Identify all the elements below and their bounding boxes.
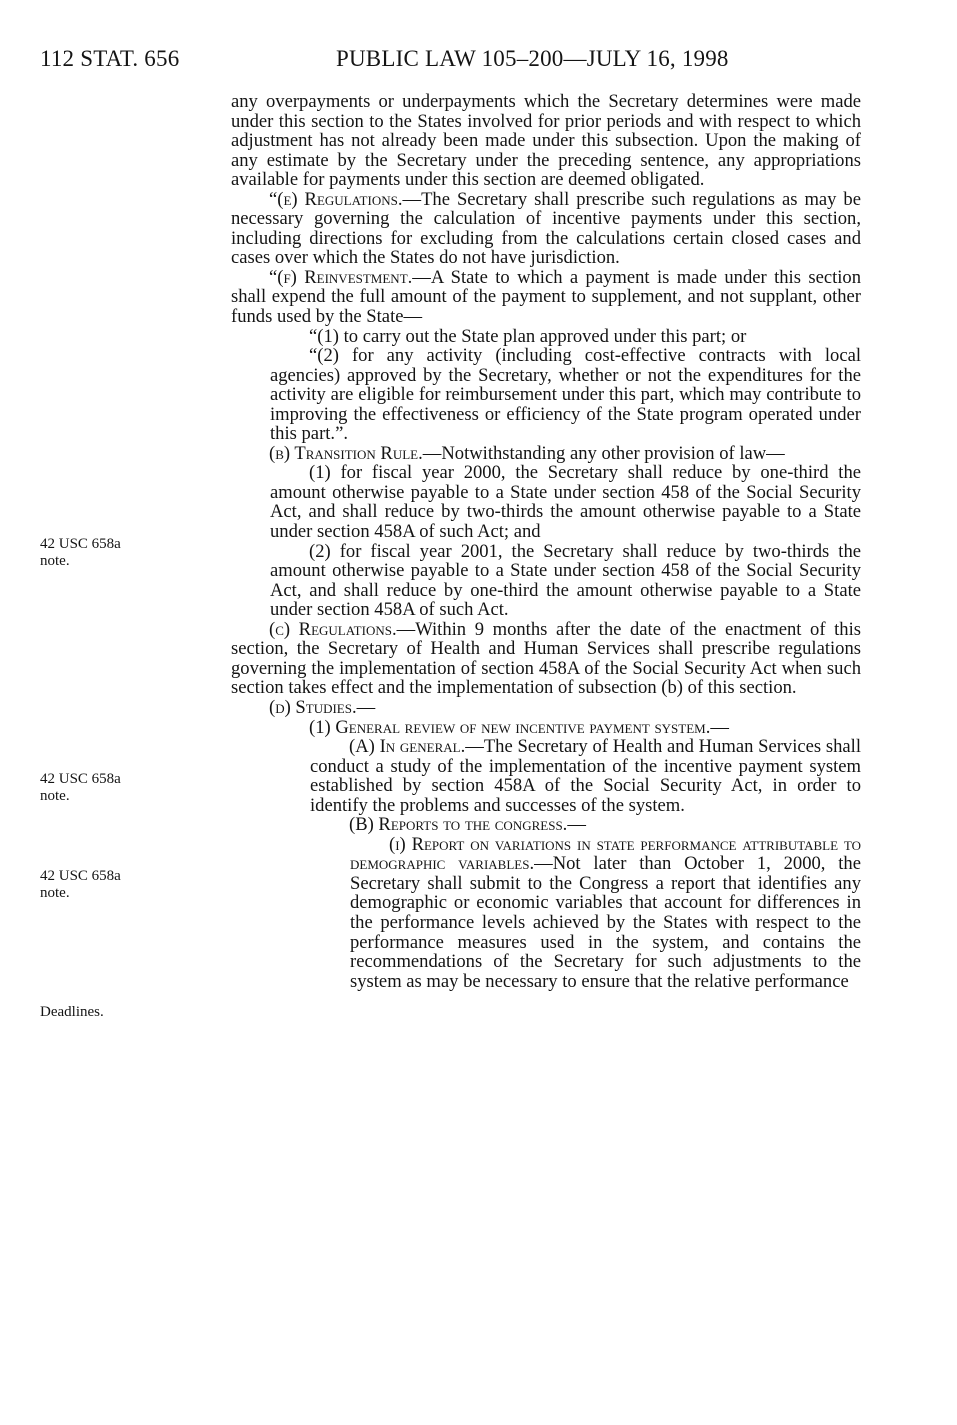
- subsection-heading: (d) Studies.: [269, 696, 357, 718]
- subsection-text: —A State to which a payment is made under this section shall expend the full amount of the payment to supplement, and not supplant, other funds used by the State—: [231, 266, 861, 328]
- subsection-d: [231, 698, 861, 718]
- subparagraph-dA: [231, 737, 861, 815]
- paragraph-d1: [231, 718, 861, 738]
- margin-note-line: note.: [40, 788, 70, 804]
- clause-heading: (i) Report on variations in state performance attributable to demographic variables.: [350, 833, 861, 875]
- margin-note-line: Deadlines.: [40, 1004, 104, 1020]
- subsection-heading: “(f) Reinvestment.: [269, 266, 413, 288]
- subsection-b: [231, 444, 861, 464]
- margin-note-line: note.: [40, 885, 70, 901]
- subsection-heading: (b) Transition Rule.: [269, 442, 423, 464]
- clause-di: [231, 835, 861, 991]
- subsection-f: [231, 268, 861, 327]
- margin-note: [40, 1004, 104, 1021]
- paragraph-b1: (1) for fiscal year 2000, the Secretary shall reduce by one-third the amount otherwise payable to a State under section 458 of the Social Security Act, and shall reduce by two-thirds the amount otherwise payable to a State under section 458A of such Act; and: [270, 462, 861, 543]
- subparagraph-text: —The Secretary of Health and Human Services shall conduct a study of the implementation of the incentive payment system established by section 458A of the Social Security Act, in order to identify the problems and successes of the system.: [310, 736, 862, 816]
- margin-note-line: 42 USC 658a: [40, 868, 121, 884]
- subsection-c: [231, 620, 861, 698]
- subparagraph-heading: (A) In general.: [349, 736, 466, 758]
- margin-note: [40, 771, 121, 805]
- paragraph-continuation: any overpayments or underpayments which the Secretary determines were made under this section to the States involved for prior periods and with respect to which adjustment has not already been made under this subsection. Upon the making of any estimate by the Secretary under the preceding sentence, any appropriations available for payments under this section are deemed obligated.: [231, 91, 861, 191]
- paragraph-b2: (2) for fiscal year 2001, the Secretary shall reduce by two-thirds the amount otherwise payable to a State under section 458 of the Social Security Act, and shall reduce by one-third the amount otherwise payable to a State under section 458A of such Act.: [270, 540, 861, 621]
- paragraph-heading: (1) General review of new incentive payment system.: [309, 716, 711, 738]
- subsection-text: —Notwithstanding any other provision of law—: [422, 442, 785, 464]
- margin-note: [40, 536, 121, 570]
- page-citation: 112 STAT. 656: [40, 46, 180, 71]
- margin-note-line: 42 USC 658a: [40, 536, 121, 552]
- subsection-text: —Within 9 months after the date of the enactment of this section, the Secretary of Health and Human Services shall prescribe regulations governing the implementation of section 458A of the Social Security Act when such section takes effect and the implementation of subsection (b) of this section.: [231, 618, 861, 699]
- subparagraph-text: —: [567, 814, 586, 836]
- margin-note-line: note.: [40, 553, 70, 569]
- page-header-title: PUBLIC LAW 105–200—JULY 16, 1998: [336, 46, 729, 71]
- clause-text: —Not later than October 1, 2000, the Secretary shall submit to the Congress a report that identifies any demographic or economic variables that account for differences in the performance levels achieved by the States with respect to the performance measures used in the system, and contains the recommendations of the Secretary for such adjustments to the system as may be necessary to ensure that the relative performance: [350, 853, 861, 992]
- paragraph-f1: “(1) to carry out the State plan approved under this part; or: [309, 325, 747, 347]
- paragraph-text: —: [710, 716, 729, 738]
- subsection-text: —The Secretary shall prescribe such regulations as may be necessary governing the calculation of incentive payments under this section, including directions for excluding from the calculations certain closed cases and cases over which the States do not have jurisdiction.: [231, 188, 861, 269]
- subparagraph-dB: [231, 815, 861, 835]
- subsection-heading: “(e) Regulations.: [269, 188, 403, 210]
- subparagraph-heading: (B) Reports to the congress.: [349, 814, 568, 836]
- subsection-text: —: [356, 696, 376, 718]
- paragraph-f2: “(2) for any activity (including cost-effective contracts with local agencies) approved by the Secretary, whether or not the expenditures for the activity are eligible for reimbursement under this part, which may contribute to improving the effectiveness or efficiency of the State program operated under this part.”.: [270, 345, 861, 445]
- margin-note-line: 42 USC 658a: [40, 771, 121, 787]
- subsection-heading: (c) Regulations.: [269, 618, 397, 640]
- body-text: [231, 92, 861, 991]
- margin-note: [40, 868, 121, 902]
- subsection-e: [231, 190, 861, 268]
